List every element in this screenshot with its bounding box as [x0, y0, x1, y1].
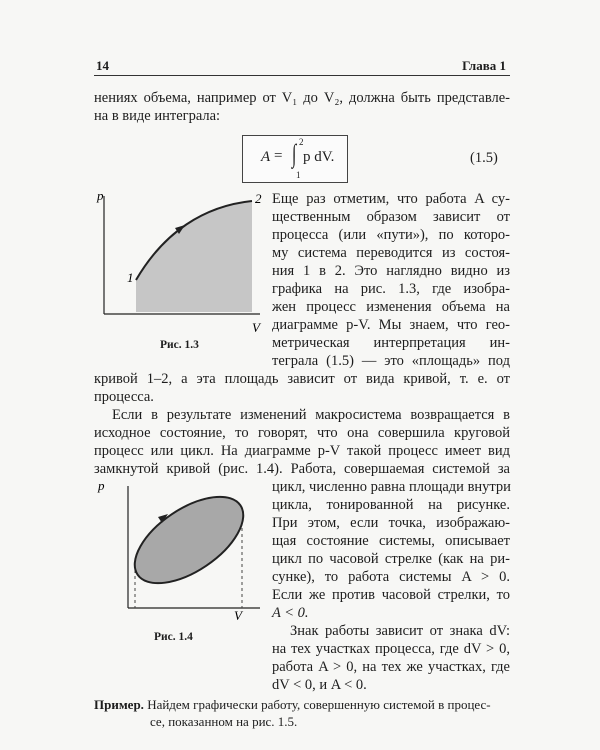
integral-sign: ∫: [292, 139, 297, 168]
formula-lhs: A: [261, 149, 271, 165]
text-line: цикл по часовой стрелке (как на ри-: [272, 551, 510, 567]
text-line: процесса.: [94, 389, 154, 405]
text-line: процесса (или «пути»), по которо-: [272, 227, 510, 243]
work-area-shading: [136, 201, 252, 312]
example-line: [94, 696, 491, 714]
figure-caption-1-3: Рис. 1.3: [160, 339, 199, 351]
text-line: кривой 1–2, а эта площадь зависит от вида кривой, т. е. от: [94, 371, 510, 387]
text-line: му система переводится из состоя-: [272, 245, 510, 261]
text-line: Знак работы зависит от знака dV:: [290, 623, 510, 639]
text-line: на тех участках процесса, где dV > 0,: [272, 641, 510, 657]
formula-box: [242, 135, 348, 183]
point-label-1: 1: [127, 270, 134, 285]
text-line: графика на рис. 1.3, где изобра-: [272, 281, 510, 297]
text-line: се, показанном на рис. 1.5.: [150, 714, 298, 729]
text-line: dV < 0, и A < 0.: [272, 677, 367, 693]
cycle-ellipse: [120, 480, 257, 601]
text-line: щая состояние системы, описывает: [272, 533, 510, 549]
integral-lower-limit: 1: [296, 170, 301, 180]
chapter-title: Глава 1: [462, 58, 506, 73]
text-line: цикла, тонированной на рисунке.: [272, 497, 510, 513]
example-label: Пример.: [94, 697, 144, 712]
figure-1-3: [94, 186, 266, 334]
text-line: ния 1 в 2. Это наглядно видно из: [272, 263, 510, 279]
page-number: 14: [96, 58, 109, 73]
text-line: Если в результате изменений макросистема возвращается в: [112, 407, 510, 423]
text-line: Еще раз отметим, что работа A су-: [272, 191, 510, 207]
text-line: нениях объема, например от V₁ до V₂, должна быть представле-: [94, 90, 510, 106]
text-line: исходное состояние, то говорят, что она совершила круговой: [94, 425, 510, 441]
text-line: диаграмме p-V. Мы знаем, что гео-: [272, 317, 510, 333]
text-line: цикл, численно равна площади внутри: [272, 479, 511, 495]
axis-label-p: p: [97, 188, 104, 203]
text-line: теграла (1.5) — это «площадь» под: [272, 353, 510, 369]
text-line: Если же против часовой стрелки, то: [272, 587, 510, 603]
text-line: работа A > 0, на тех же участках, где: [272, 659, 510, 675]
text-line: A < 0.: [272, 605, 309, 621]
text-line: сунке), то работа системы A > 0.: [272, 569, 510, 585]
formula-equals: =: [274, 148, 283, 164]
text-line: процесс или цикл. На диаграмме p-V такой процесс имеет вид: [94, 443, 510, 459]
page-header: [94, 58, 510, 74]
text-line: жен процесс изменения объема на: [272, 299, 510, 315]
integral-upper-limit: 2: [299, 137, 304, 147]
equation-number: (1.5): [470, 150, 498, 166]
text-line: замкнутой кривой (рис. 1.4). Работа, совершаемая системой за: [94, 461, 510, 477]
integrand: p dV.: [303, 149, 335, 165]
figure-caption-1-4: Рис. 1.4: [154, 631, 193, 643]
axis-label-v: V: [252, 320, 260, 334]
figure-1-4: [94, 476, 266, 622]
axis-label-v: V: [234, 608, 242, 622]
header-rule: [94, 75, 510, 76]
example-text: Найдем графически работу, совершенную системой в процес-: [147, 697, 491, 712]
axis-label-p: p: [98, 478, 105, 493]
point-label-2: 2: [255, 191, 262, 206]
text-line: щественным образом зависит от: [272, 209, 510, 225]
text-line: на в виде интеграла:: [94, 108, 221, 124]
text-line: метрическая интерпретация ин-: [272, 335, 510, 351]
text-line: При этом, если точка, изображаю-: [272, 515, 510, 531]
